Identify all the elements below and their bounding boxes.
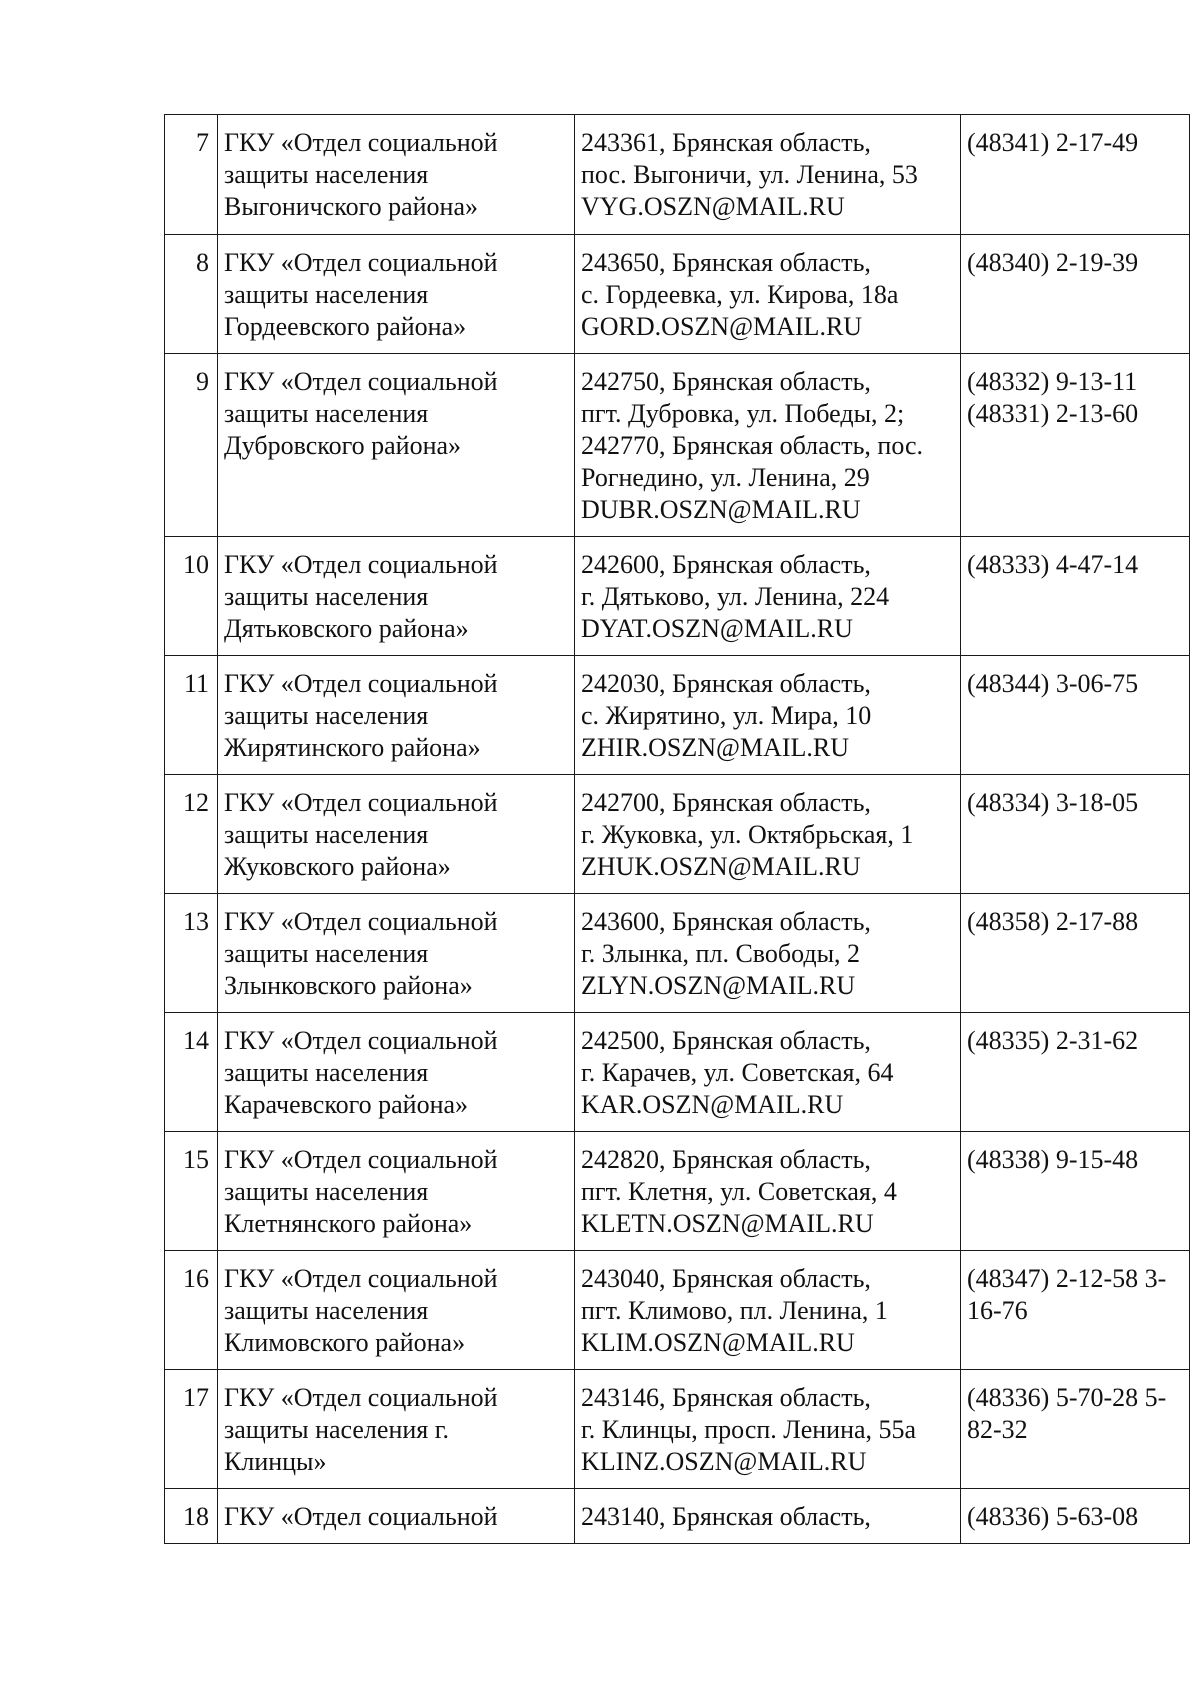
org-name-cell	[218, 1489, 575, 1544]
row-number: 16	[165, 1251, 218, 1370]
address-line: г. Злынка, пл. Свободы, 2	[581, 939, 861, 968]
phone-cell	[961, 1013, 1190, 1132]
phone-line: (48331) 2-13-60	[967, 399, 1139, 428]
org-name-line: Выгоничского района»	[224, 192, 479, 221]
address-line: 242600, Брянская область,	[581, 550, 871, 579]
org-name-line: Климовского района»	[224, 1328, 466, 1357]
org-name-line: защиты населения	[224, 160, 429, 189]
address-line: 243040, Брянская область,	[581, 1264, 871, 1293]
org-name-line: Жирятинского района»	[224, 733, 481, 762]
address-cell	[575, 537, 961, 656]
address-line: 243146, Брянская область,	[581, 1383, 871, 1412]
phone-cell	[961, 775, 1190, 894]
phone-line: 16-76	[967, 1296, 1028, 1325]
org-name-line: ГКУ «Отдел социальной	[224, 367, 498, 396]
address-cell	[575, 656, 961, 775]
org-name-line: Клинцы»	[224, 1447, 327, 1476]
address-line: пгт. Клетня, ул. Советская, 4	[581, 1177, 897, 1206]
phone-line: (48336) 5-70-28 5-	[967, 1383, 1167, 1412]
address-line: KLINZ.OSZN@MAIL.RU	[581, 1447, 867, 1476]
table-row	[165, 1489, 1190, 1544]
row-number: 17	[165, 1370, 218, 1489]
org-name-line: ГКУ «Отдел социальной	[224, 669, 498, 698]
table-row	[165, 537, 1190, 656]
table-row	[165, 1132, 1190, 1251]
address-line: 243650, Брянская область,	[581, 248, 871, 277]
org-name-line: ГКУ «Отдел социальной	[224, 1145, 498, 1174]
table-row	[165, 894, 1190, 1013]
offices-table	[164, 114, 1190, 1544]
org-name-line: Карачевского района»	[224, 1090, 469, 1119]
address-line: DYAT.OSZN@MAIL.RU	[581, 614, 853, 643]
org-name-line: Дятьковского района»	[224, 614, 469, 643]
org-name-line: ГКУ «Отдел социальной	[224, 1026, 498, 1055]
address-line: пос. Выгоничи, ул. Ленина, 53	[581, 160, 918, 189]
address-line: г. Жуковка, ул. Октябрьская, 1	[581, 820, 914, 849]
phone-cell	[961, 235, 1190, 354]
org-name-line: ГКУ «Отдел социальной	[224, 1383, 498, 1412]
org-name-cell	[218, 656, 575, 775]
address-line: KLIM.OSZN@MAIL.RU	[581, 1328, 855, 1357]
org-name-line: защиты населения	[224, 280, 429, 309]
address-line: г. Клинцы, просп. Ленина, 55а	[581, 1415, 917, 1444]
phone-line: (48336) 5-63-08	[967, 1502, 1139, 1531]
address-line: с. Гордеевка, ул. Кирова, 18а	[581, 280, 899, 309]
phone-line: (48332) 9-13-11	[967, 367, 1138, 396]
address-cell	[575, 115, 961, 235]
address-cell	[575, 354, 961, 537]
phone-line: (48335) 2-31-62	[967, 1026, 1139, 1055]
table-row	[165, 775, 1190, 894]
address-cell	[575, 1489, 961, 1544]
phone-line: (48333) 4-47-14	[967, 550, 1139, 579]
row-number: 12	[165, 775, 218, 894]
org-name-cell	[218, 1251, 575, 1370]
org-name-line: Клетнянского района»	[224, 1209, 473, 1238]
table-row	[165, 235, 1190, 354]
org-name-cell	[218, 775, 575, 894]
phone-cell	[961, 1370, 1190, 1489]
row-number: 8	[165, 235, 218, 354]
org-name-cell	[218, 354, 575, 537]
phone-cell	[961, 1489, 1190, 1544]
row-number: 14	[165, 1013, 218, 1132]
address-line: 242750, Брянская область,	[581, 367, 871, 396]
org-name-line: защиты населения	[224, 939, 429, 968]
org-name-cell	[218, 115, 575, 235]
address-line: ZHUK.OSZN@MAIL.RU	[581, 852, 861, 881]
org-name-line: ГКУ «Отдел социальной	[224, 128, 498, 157]
address-line: GORD.OSZN@MAIL.RU	[581, 312, 863, 341]
table-row	[165, 1251, 1190, 1370]
phone-cell	[961, 115, 1190, 235]
table-row	[165, 1013, 1190, 1132]
address-line: KAR.OSZN@MAIL.RU	[581, 1090, 844, 1119]
phone-line: (48344) 3-06-75	[967, 669, 1139, 698]
address-line: 242700, Брянская область,	[581, 788, 871, 817]
org-name-line: ГКУ «Отдел социальной	[224, 550, 498, 579]
org-name-cell	[218, 1370, 575, 1489]
row-number: 15	[165, 1132, 218, 1251]
org-name-cell	[218, 894, 575, 1013]
phone-line: (48358) 2-17-88	[967, 907, 1139, 936]
address-line: ZLYN.OSZN@MAIL.RU	[581, 971, 856, 1000]
org-name-line: ГКУ «Отдел социальной	[224, 907, 498, 936]
org-name-line: защиты населения	[224, 701, 429, 730]
address-line: 242500, Брянская область,	[581, 1026, 871, 1055]
address-cell	[575, 894, 961, 1013]
row-number: 11	[165, 656, 218, 775]
address-line: ZHIR.OSZN@MAIL.RU	[581, 733, 850, 762]
table-body	[165, 115, 1190, 1544]
address-cell	[575, 1251, 961, 1370]
phone-line: (48347) 2-12-58 3-	[967, 1264, 1167, 1293]
address-line: 243361, Брянская область,	[581, 128, 871, 157]
address-line: 243140, Брянская область,	[581, 1502, 871, 1531]
row-number: 7	[165, 115, 218, 235]
address-line: VYG.OSZN@MAIL.RU	[581, 192, 845, 221]
phone-cell	[961, 537, 1190, 656]
phone-cell	[961, 354, 1190, 537]
org-name-cell	[218, 235, 575, 354]
address-cell	[575, 235, 961, 354]
row-number: 9	[165, 354, 218, 537]
org-name-line: защиты населения	[224, 582, 429, 611]
address-line: с. Жирятино, ул. Мира, 10	[581, 701, 872, 730]
org-name-cell	[218, 1013, 575, 1132]
row-number: 13	[165, 894, 218, 1013]
address-cell	[575, 1132, 961, 1251]
org-name-line: защиты населения	[224, 1177, 429, 1206]
phone-line: (48334) 3-18-05	[967, 788, 1139, 817]
address-line: 242820, Брянская область,	[581, 1145, 871, 1174]
address-line: Рогнедино, ул. Ленина, 29	[581, 463, 870, 492]
address-cell	[575, 1370, 961, 1489]
phone-line: (48341) 2-17-49	[967, 128, 1139, 157]
phone-line: (48340) 2-19-39	[967, 248, 1139, 277]
phone-cell	[961, 1132, 1190, 1251]
phone-cell	[961, 894, 1190, 1013]
org-name-line: Жуковского района»	[224, 852, 451, 881]
address-line: KLETN.OSZN@MAIL.RU	[581, 1209, 874, 1238]
phone-cell	[961, 656, 1190, 775]
org-name-line: ГКУ «Отдел социальной	[224, 788, 498, 817]
row-number: 10	[165, 537, 218, 656]
org-name-line: Дубровского района»	[224, 431, 462, 460]
address-cell	[575, 775, 961, 894]
table-row	[165, 656, 1190, 775]
table-row	[165, 115, 1190, 235]
address-line: 242770, Брянская область, пос.	[581, 431, 924, 460]
table-row	[165, 1370, 1190, 1489]
org-name-cell	[218, 537, 575, 656]
org-name-line: защиты населения г.	[224, 1415, 449, 1444]
address-line: 243600, Брянская область,	[581, 907, 871, 936]
address-line: г. Карачев, ул. Советская, 64	[581, 1058, 894, 1087]
org-name-cell	[218, 1132, 575, 1251]
address-line: DUBR.OSZN@MAIL.RU	[581, 495, 861, 524]
org-name-line: защиты населения	[224, 1058, 429, 1087]
org-name-line: Злынковского района»	[224, 971, 473, 1000]
org-name-line: ГКУ «Отдел социальной	[224, 1264, 498, 1293]
org-name-line: защиты населения	[224, 1296, 429, 1325]
org-name-line: Гордеевского района»	[224, 312, 467, 341]
org-name-line: ГКУ «Отдел социальной	[224, 248, 498, 277]
row-number: 18	[165, 1489, 218, 1544]
phone-line: (48338) 9-15-48	[967, 1145, 1139, 1174]
address-cell	[575, 1013, 961, 1132]
org-name-line: защиты населения	[224, 399, 429, 428]
phone-line: 82-32	[967, 1415, 1028, 1444]
address-line: г. Дятьково, ул. Ленина, 224	[581, 582, 890, 611]
address-line: 242030, Брянская область,	[581, 669, 871, 698]
address-line: пгт. Дубровка, ул. Победы, 2;	[581, 399, 905, 428]
org-name-line: ГКУ «Отдел социальной	[224, 1502, 498, 1531]
phone-cell	[961, 1251, 1190, 1370]
org-name-line: защиты населения	[224, 820, 429, 849]
table-row	[165, 354, 1190, 537]
address-line: пгт. Климово, пл. Ленина, 1	[581, 1296, 888, 1325]
